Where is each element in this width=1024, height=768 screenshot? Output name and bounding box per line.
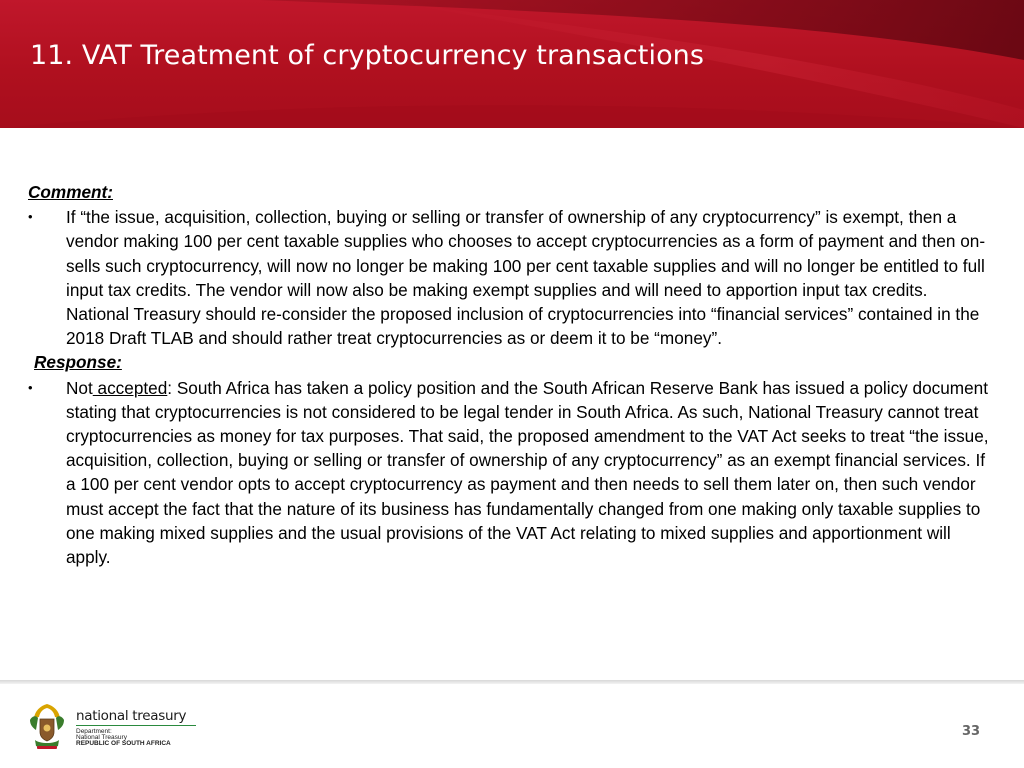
logo-name: national treasury	[76, 708, 187, 724]
response-accepted: accepted	[92, 377, 168, 398]
comment-bullet	[28, 205, 993, 350]
page-number: 33	[962, 724, 981, 739]
bullet-icon: •	[28, 209, 33, 225]
response-lead: Not	[66, 377, 93, 398]
logo-national-treasury: National Treasury	[76, 734, 127, 741]
slide-title: 11. VAT Treatment of cryptocurrency transactions	[30, 40, 705, 71]
slide-header	[0, 0, 1024, 128]
comment-heading: Comment:	[28, 182, 113, 202]
slide-content	[28, 180, 993, 569]
comment-text: If “the issue, acquisition, collection, buying or selling or transfer of ownership of any cryptocurrency” is exempt, then a vendor making 100 per cent taxable supplies who chooses to accept cryptocurrencies as a form of payment and then on-sells such cryptocurrency, will now no longer be making 100 per cent taxable supplies and will no longer be entitled to full input tax credits. The vendor will now also be making exempt supplies and will need to apportion input tax credits. National Treasury should re-consider the proposed inclusion of cryptocurrencies into “financial services” contained in the 2018 Draft TLAB and should rather treat cryptocurrencies as or deem it to be “money”.	[66, 207, 986, 349]
coat-of-arms-icon	[26, 700, 68, 752]
logo-department: Department:	[76, 728, 112, 735]
logo-republic: REPUBLIC OF SOUTH AFRICA	[76, 740, 171, 747]
logo-rule	[76, 725, 196, 726]
response-bullet	[28, 376, 993, 570]
footer-divider	[0, 680, 1024, 684]
bullet-icon: •	[28, 379, 33, 395]
national-treasury-logo	[26, 700, 187, 752]
response-text: : South Africa has taken a policy position and the South African Reserve Bank has issued a policy document stating that cryptocurrencies is not considered to be legal tender in South Africa. As such, National Treasury cannot treat cryptocurrencies as money for tax purposes. That said, the proposed amendment to the VAT Act seeks to treat “the issue, acquisition, collection, buying or selling or transfer of ownership of any cryptocurrency” as an exempt financial services. If a 100 per cent vendor opts to accept cryptocurrency as payment and then needs to sell them later on, then such vendor must accept the fact that the nature of its business has fundamentally changed from one making only taxable supplies to one making mixed supplies and the usual provisions of the VAT Act relating to mixed supplies and apportionment will apply.	[66, 377, 989, 568]
response-heading: Response:	[34, 352, 122, 373]
